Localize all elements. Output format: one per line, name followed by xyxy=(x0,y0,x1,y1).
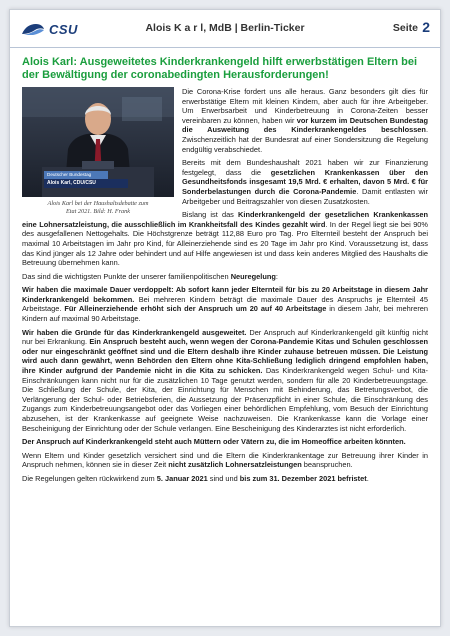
photo-caption xyxy=(22,200,174,215)
p2-bold-1: gesetzlichen Krankenkassen über den Gesundheitsfonds insgesamt 19,5 Mrd. € erhalten, davon 5 Mrd. € für Sonderbelastungen durch die Corona-Pandemie xyxy=(182,167,428,196)
document-page xyxy=(9,9,441,627)
p4-text-2: : xyxy=(275,271,278,281)
banner-top: Deutscher Bundestag xyxy=(44,171,108,179)
p6-text-1: Der Anspruch auf Kinderkrankengeld gilt künftig nicht nur bei Erkrankung. xyxy=(22,327,428,347)
p8-bold-1: nicht zusätzlich Lohnersatzleistungen xyxy=(168,460,302,470)
banner-name: Alois Karl, CDU/CSU xyxy=(44,179,128,188)
caption-line-2: Etat 2021. Bild: H. Frank xyxy=(66,207,130,215)
speaker-photo xyxy=(22,87,174,197)
paragraph-9 xyxy=(22,474,428,484)
p9-text-1: Die Regelungen gelten rückwirkend zum xyxy=(22,473,157,483)
logo-text: CSU xyxy=(49,21,78,37)
p9-text-3: . xyxy=(366,473,369,483)
paragraph-8 xyxy=(22,451,428,470)
paragraph-7 xyxy=(22,437,428,447)
p3-text-2: . In der Regel liegt sie bei 90% des ausgefallenen Nettogehalts. Die Höchstgrenze beträgt 112,88 Euro pro Tag. Pro Elternteil besteht der Anspruch bei maximal 10 Arbeitstagen im Jahr pro Kind, für Alleinerziehende sind es 20 Tage im Jahr pro Kind. Voraussetzung ist, dass das Kind jünger als 12 Jahre oder behindert und auf Hilfe angewiesen ist und dass kein anderes Mitglied des Haushalts die Betreuung übernehmen kann. xyxy=(22,219,428,268)
p1-text-2: . Zwischenzeitlich hat der Bundesrat auf einer Sondersitzung die Regelung endgültig verabschiedet. xyxy=(182,125,428,154)
p3-text-1: Bislang ist das xyxy=(182,210,239,220)
p6-bold-2: Ein Anspruch besteht auch, wenn wegen der Corona-Pandemie Kitas und Schulen geschlossen oder nur eingeschränkt geöffnet sind und die Eltern deshalb ihre Kinder zuhause betreuen müssen. Die Leistung wird auch dann gewährt, wenn Behörden den Eltern ohne Kita-Schließung lediglich dringend empfohlen haben, ihre Kinder aufgrund der Pandemie nicht in die Kita zu schicken. xyxy=(22,337,428,376)
p4-text-1: Das sind die wichtigsten Punkte der unserer familienpolitischen xyxy=(22,271,231,281)
p2-text-1: Bereits mit dem Bundeshaushalt 2021 haben wir zur Finanzierung festgelegt, dass die xyxy=(182,158,428,177)
p1-text-1: Die Corona-Krise fordert uns alle heraus. Ganz besonders gilt dies für erwerbstätige Eltern mit kleinen Kindern, aber auch für ihre Arbeitgeber. Um Erwerbsarbeit und Kinderbetreuung in Corona-Zeiten besser vereinbaren zu können, haben wir xyxy=(182,87,428,125)
p9-bold-1: 5. Januar 2021 xyxy=(156,473,208,483)
p6-bold-1: Wir haben die Gründe für das Kinderkrankengeld ausgeweitet. xyxy=(22,327,247,337)
p1-bold-1: vor kurzem im Deutschen Bundestag die Ausweitung des Kinderkrankengeldes beschlossen xyxy=(182,115,428,135)
page-number: 2 xyxy=(422,19,430,35)
paragraph-6 xyxy=(22,328,428,434)
paragraph-3 xyxy=(22,207,428,268)
caption-line-1: Alois Karl bei der Haushaltsdebatte zum xyxy=(47,200,149,207)
p2-text-2: . Damit entlasten wir Arbeitgeber und Beitragszahler von diesen Zusatzkosten. xyxy=(182,186,428,206)
p5-text-1: Bei mehreren Kindern beträgt die maximale Dauer des Anspruchs je Elternteil 45 Arbeitstage. xyxy=(22,294,428,314)
p3-bold-1: Kinderkrankengeld der gesetzlichen Krankenkassen eine Lohnersatzleistung, die ausschließlich im Krankheitsfall des Kindes gezahlt wird xyxy=(22,210,428,229)
paragraph-5 xyxy=(22,285,428,323)
paragraph-4 xyxy=(22,272,428,282)
p7-bold-1: Der Anspruch auf Kinderkrankengeld steht auch Müttern oder Vätern zu, die im Homeoffice arbeiten könnten. xyxy=(22,437,406,447)
article-headline: Alois Karl: Ausgeweitetes Kinderkrankengeld hilft erwerbstätigen Eltern bei der Bewältigung der coronabedingten Herausforderungen! xyxy=(22,56,418,81)
article-body xyxy=(22,56,428,488)
p5-bold-2: Für Alleinerziehende erhöht sich der Anspruch um 20 auf 40 Arbeitstage xyxy=(64,304,327,314)
photo-banner xyxy=(22,171,174,189)
header-title: Alois K a r l, MdB | Berlin-Ticker xyxy=(145,22,305,34)
p9-bold-2: bis zum 31. Dezember 2021 befristet xyxy=(239,473,367,483)
p9-text-2: sind und xyxy=(207,473,240,483)
p8-text-2: beanspruchen. xyxy=(301,460,353,470)
page-header xyxy=(10,10,440,48)
p5-text-2: in diesem Jahr, bei mehreren Kindern auf maximal 90 Arbeitstage. xyxy=(22,304,428,324)
p5-bold-1: Wir haben die maximale Dauer verdoppelt: Ab sofort kann jeder Elternteil für bis zu 20 Arbeitstage in diesem Jahr Kinderkrankengeld bekommen. xyxy=(22,285,428,304)
p8-text-1: Wenn Eltern und Kinder gesetzlich versichert sind und die Eltern die Kinderkrankentage zur Betreuung ihrer Kinder in Anspruch nehmen, können sie in dieser Zeit xyxy=(22,450,428,470)
article-figure xyxy=(22,87,174,215)
page-label: Seite xyxy=(392,22,418,34)
p4-bold-1: Neuregelung xyxy=(230,271,276,281)
p6-text-2: Das Kinderkrankengeld wegen Schul- und Kita-Einschränkungen kann nicht nur für die zusätzlichen 10 Tage genutzt werden, sondern für alle 20 Kinderbetreuungstage. Die Schließung der Schule, der Kita, der Einrichtung für Menschen mit Behinderung, das Betretungsverbot, die Verlängerung der Schul- oder Betriebsferien, die Aussetzung der Präsenzpflicht in einer Schule, die Einschränkung des Zugangs zum Kinderbetreuungsangebot oder das Vorliegen einer behördlichen Empfehlung, vom Besuch der Einrichtung abzusehen, ist der Krankenkasse auf geeignete Weise nachzuweisen. Die Krankenkasse kann die Vorlage einer Bescheinigung der Einrichtung oder der Schule verlangen. Eine Bescheinigung des Kinderarztes ist nicht erforderlich. xyxy=(22,366,428,433)
